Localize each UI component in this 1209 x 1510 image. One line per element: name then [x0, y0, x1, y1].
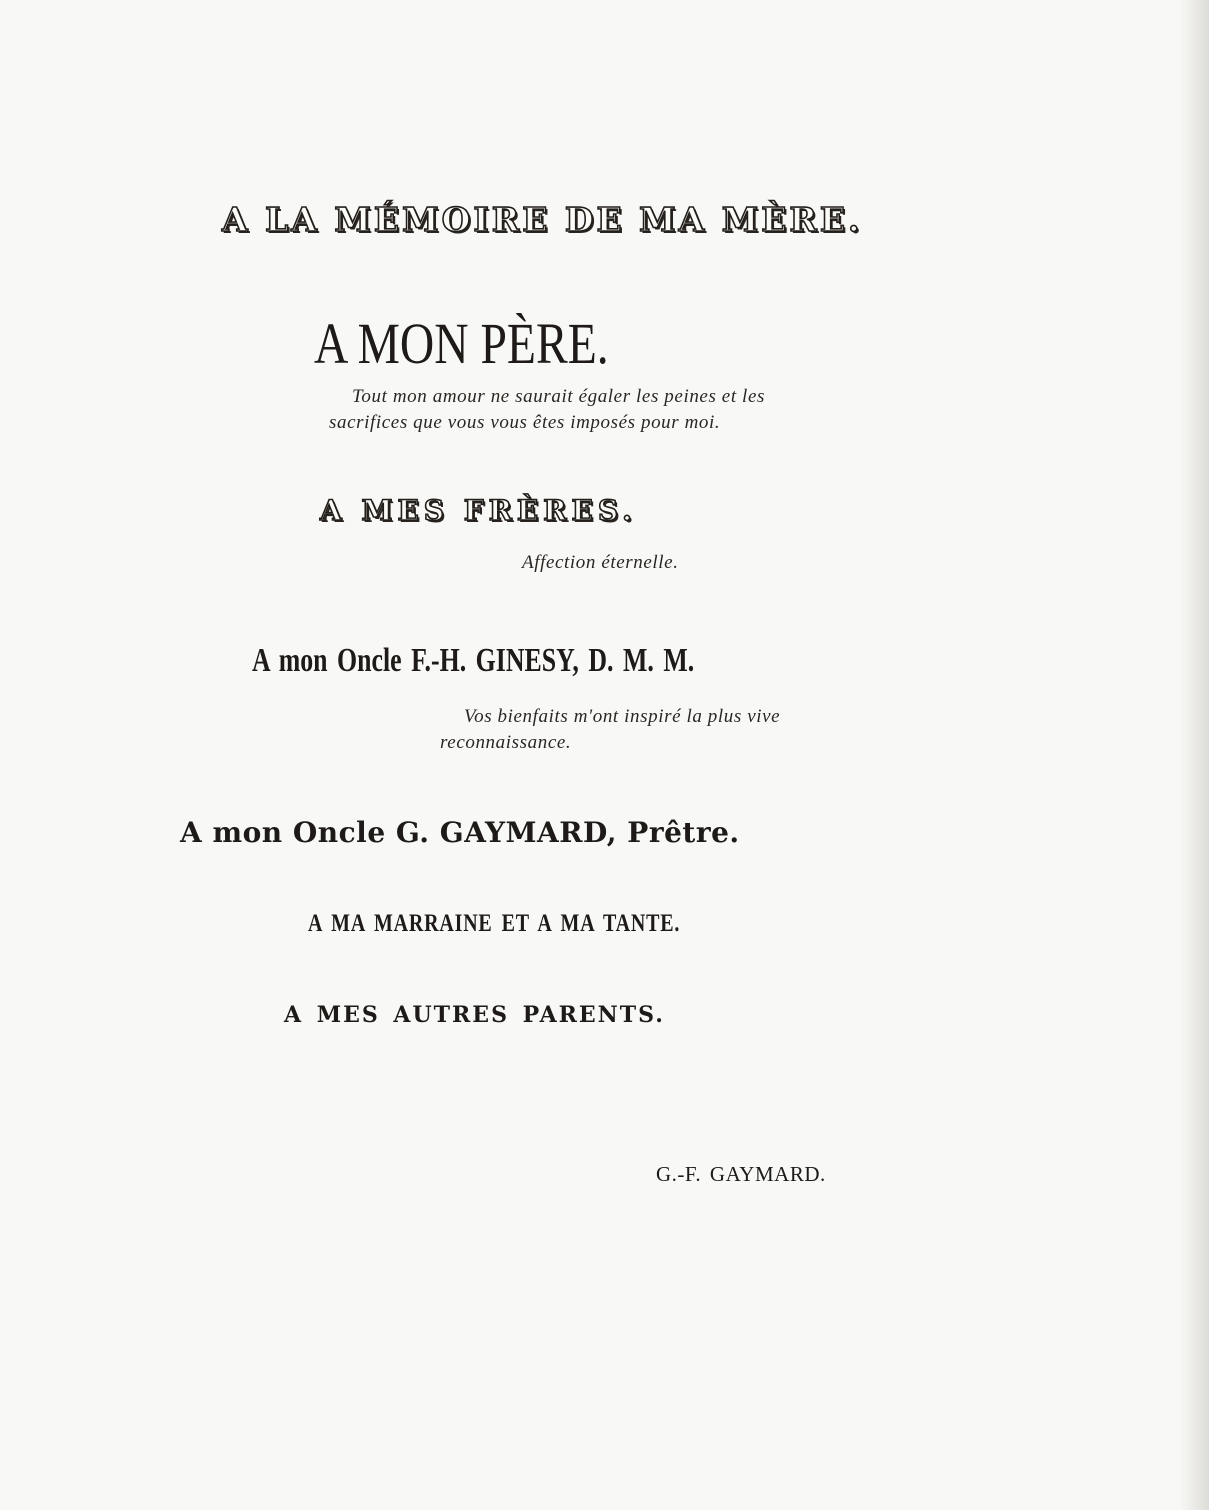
dedication-father-text-line2: sacrifices que vous vous êtes imposés pour moi.: [329, 412, 721, 433]
dedication-uncle-ginesy-text-line1: Vos bienfaits m'ont inspiré la plus vive: [464, 706, 781, 727]
dedication-relatives-heading: A MES AUTRES PARENTS.: [284, 1002, 665, 1028]
dedication-father-text-line1: Tout mon amour ne saurait égaler les peines et les: [352, 386, 765, 407]
dedication-father-heading: A MON PÈRE.: [314, 311, 609, 376]
dedication-uncle-gaymard-heading: A mon Oncle G. GAYMARD, Prêtre.: [180, 816, 740, 849]
dedication-uncle-ginesy-text-line2: reconnaissance.: [440, 732, 572, 753]
signature: G.-F. GAYMARD.: [656, 1162, 826, 1186]
dedication-brothers-text: Affection éternelle.: [522, 552, 679, 573]
page-edge-shadow: [1179, 0, 1209, 1510]
dedication-uncle-ginesy-heading: A mon Oncle F.-H. GINESY, D. M. M.: [252, 642, 695, 679]
dedication-brothers-heading: A MES FRÈRES.: [320, 494, 637, 527]
dedication-mother-heading: A LA MÉMOIRE DE MA MÈRE.: [222, 200, 863, 239]
dedication-godmother-heading: A MA MARRAINE ET A MA TANTE.: [308, 910, 681, 937]
